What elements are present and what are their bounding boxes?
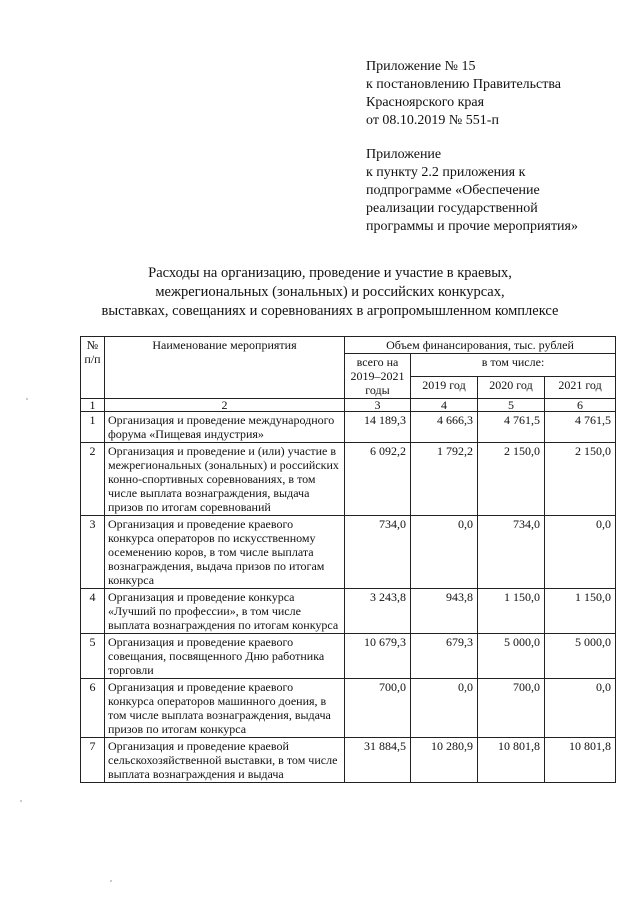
- event-name: Организация и проведение краевого совещания, посвященного Дню работника торговли: [105, 634, 345, 679]
- event-name: Организация и проведение и (или) участие в межрегиональных (зональных) и российских конно-спортивных соревнованиях, в том числе выплата вознаграждения, выдача призов по итогам соревнований: [105, 443, 345, 516]
- amount-2020: 734,0: [478, 516, 545, 589]
- appendix-line: к пункту 2.2 приложения к: [366, 165, 526, 180]
- amount-2021: 0,0: [545, 679, 616, 738]
- column-header-including: в том числе:: [411, 354, 616, 377]
- appendix-line: Приложение № 15: [366, 59, 476, 74]
- appendix-line: программы и прочие мероприятия»: [366, 219, 578, 234]
- table-row: [81, 412, 616, 443]
- column-header-total: всего на 2019–2021 годы: [345, 354, 411, 399]
- total-amount: 6 092,2: [345, 443, 411, 516]
- appendix-line: от 08.10.2019 № 551-п: [366, 113, 499, 128]
- amount-2019: 0,0: [411, 516, 478, 589]
- amount-2019: 0,0: [411, 679, 478, 738]
- expenses-table: [80, 336, 616, 783]
- total-amount: 734,0: [345, 516, 411, 589]
- appendix-line: к постановлению Правительства: [366, 77, 562, 92]
- amount-2021: 1 150,0: [545, 589, 616, 634]
- amount-2021: 5 000,0: [545, 634, 616, 679]
- amount-2020: 2 150,0: [478, 443, 545, 516]
- event-name: Организация и проведение краевого конкурса операторов машинного доения, в том числе выплата вознаграждения, выдача призов по итогам конкурса: [105, 679, 345, 738]
- column-header-2019: 2019 год: [411, 376, 478, 399]
- scan-speck: [20, 800, 22, 802]
- amount-2019: 679,3: [411, 634, 478, 679]
- appendix-line: Приложение: [366, 147, 442, 162]
- appendix-line: подпрограмме «Обеспечение: [366, 183, 540, 198]
- amount-2021: 4 761,5: [545, 412, 616, 443]
- amount-2019: 10 280,9: [411, 738, 478, 783]
- row-number: 1: [81, 412, 105, 443]
- row-number: 5: [81, 634, 105, 679]
- column-number: 1: [81, 399, 105, 412]
- table-header-row: [81, 337, 616, 354]
- total-amount: 10 679,3: [345, 634, 411, 679]
- row-number: 6: [81, 679, 105, 738]
- event-name: Организация и проведение краевого конкурса операторов по искусственному осеменению коров, в том числе выплата вознаграждения, выдача призов по итогам конкурса: [105, 516, 345, 589]
- row-number: 4: [81, 589, 105, 634]
- amount-2020: 4 761,5: [478, 412, 545, 443]
- scan-speck: [110, 880, 112, 882]
- table-row: [81, 516, 616, 589]
- event-name: Организация и проведение конкурса «Лучший по профессии», в том числе выплата вознаграждения по итогам конкурса: [105, 589, 345, 634]
- total-amount: 14 189,3: [345, 412, 411, 443]
- column-header-name: Наименование мероприятия: [105, 337, 345, 399]
- table-row: [81, 738, 616, 783]
- amount-2019: 4 666,3: [411, 412, 478, 443]
- title-line: Расходы на организацию, проведение и участие в краевых,: [148, 265, 512, 281]
- table-row: [81, 634, 616, 679]
- column-number: 2: [105, 399, 345, 412]
- column-header-2020: 2020 год: [478, 376, 545, 399]
- row-number: 2: [81, 443, 105, 516]
- title-line: выставках, совещаниях и соревнованиях в агропромышленном комплексе: [101, 303, 559, 319]
- amount-2019: 943,8: [411, 589, 478, 634]
- amount-2021: 0,0: [545, 516, 616, 589]
- column-number: 5: [478, 399, 545, 412]
- event-name: Организация и проведение краевой сельскохозяйственной выставки, в том числе выплата вознаграждения и выдача: [105, 738, 345, 783]
- appendix-line: реализации государственной: [366, 201, 538, 216]
- table-row: [81, 679, 616, 738]
- table-row: [81, 589, 616, 634]
- appendix-line: Красноярского края: [366, 95, 485, 110]
- column-number: 3: [345, 399, 411, 412]
- column-header-number: № п/п: [81, 337, 105, 399]
- appendix-reference: [366, 58, 561, 130]
- column-header-funding: Объем финансирования, тыс. рублей: [345, 337, 616, 354]
- row-number: 7: [81, 738, 105, 783]
- sub-appendix-reference: [366, 146, 578, 236]
- total-amount: 700,0: [345, 679, 411, 738]
- amount-2019: 1 792,2: [411, 443, 478, 516]
- amount-2020: 700,0: [478, 679, 545, 738]
- total-amount: 3 243,8: [345, 589, 411, 634]
- amount-2021: 10 801,8: [545, 738, 616, 783]
- document-title: [60, 264, 600, 321]
- amount-2021: 2 150,0: [545, 443, 616, 516]
- title-line: межрегиональных (зональных) и российских конкурсах,: [155, 284, 505, 300]
- column-number: 6: [545, 399, 616, 412]
- column-number: 4: [411, 399, 478, 412]
- event-name: Организация и проведение международного форума «Пищевая индустрия»: [105, 412, 345, 443]
- total-amount: 31 884,5: [345, 738, 411, 783]
- column-numbers-row: [81, 399, 616, 412]
- table-row: [81, 443, 616, 516]
- amount-2020: 5 000,0: [478, 634, 545, 679]
- column-header-2021: 2021 год: [545, 376, 616, 399]
- scan-speck: [26, 398, 28, 400]
- row-number: 3: [81, 516, 105, 589]
- amount-2020: 1 150,0: [478, 589, 545, 634]
- amount-2020: 10 801,8: [478, 738, 545, 783]
